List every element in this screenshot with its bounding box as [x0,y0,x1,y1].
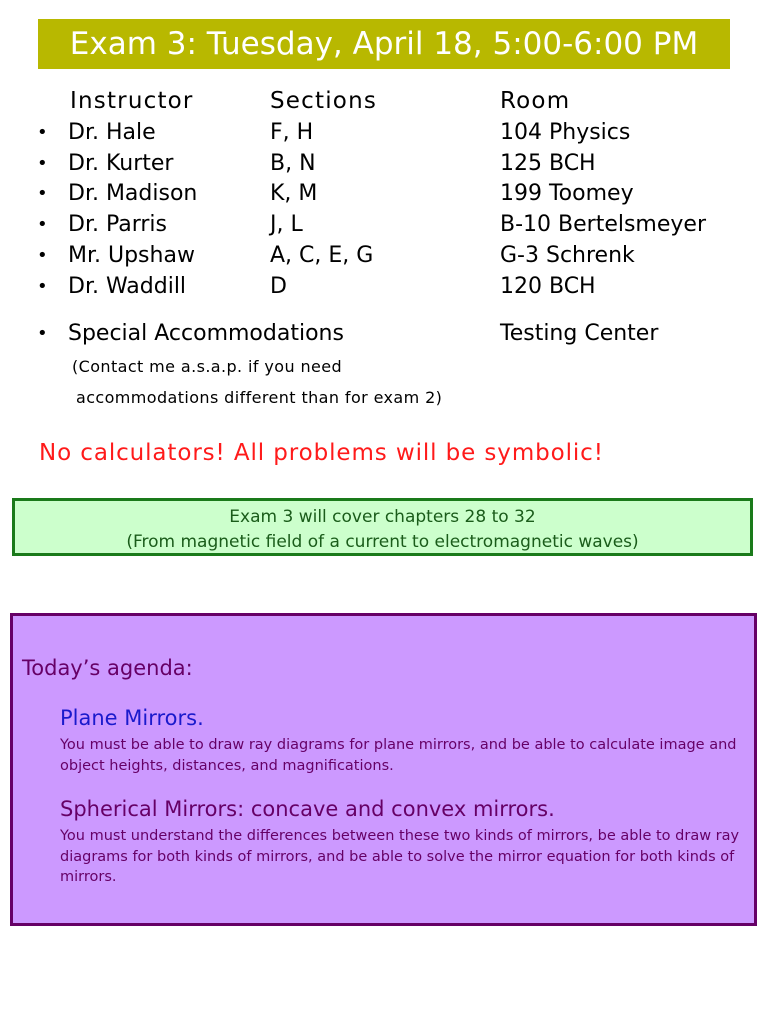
no-calculators-warning: No calculators! All problems will be symbolic! [39,440,604,466]
sections-value: J, L [270,212,303,237]
room-value: 104 Physics [500,120,631,145]
sections-value: F, H [270,120,314,145]
bullet-icon: • [37,214,48,235]
sections-value: A, C, E, G [270,243,374,268]
room-column-header: Room [500,88,571,114]
instructor-row [0,179,768,209]
coverage-topics: (From magnetic field of a current to electromagnetic waves) [126,532,639,552]
coverage-chapters: Exam 3 will cover chapters 28 to 32 [229,507,536,527]
spherical-mirrors-title: Spherical Mirrors: concave and convex mirrors. [60,797,555,821]
instructor-name: Dr. Waddill [68,274,187,299]
bullet-icon: • [37,323,48,344]
instructor-row [0,241,768,271]
instructor-row [0,118,768,148]
room-value: 120 BCH [500,274,596,299]
instructor-name: Dr. Parris [68,212,167,237]
accommodations-note-line2: accommodations different than for exam 2) [76,388,443,407]
plane-mirrors-title: Plane Mirrors. [60,706,204,730]
instructor-row [0,210,768,240]
exam-coverage-box [12,498,753,556]
instructor-name: Dr. Madison [68,181,198,206]
sections-column-header: Sections [270,88,378,114]
plane-mirrors-description: You must be able to draw ray diagrams for plane mirrors, and be able to calculate image and object heights, distances, and magnifications. [60,737,737,774]
bullet-icon: • [37,183,48,204]
instructor-name: Mr. Upshaw [68,243,195,268]
room-value: B-10 Bertelsmeyer [500,212,706,237]
special-accommodations-label: Special Accommodations [68,321,344,346]
sections-value: D [270,274,287,299]
accommodations-note-line1: (Contact me a.s.a.p. if you need [72,357,343,376]
bullet-icon: • [37,276,48,297]
room-value: 199 Toomey [500,181,634,206]
special-accommodations-row [0,319,768,349]
bullet-icon: • [37,153,48,174]
sections-value: B, N [270,151,316,176]
agenda-heading: Today’s agenda: [22,656,193,680]
instructor-row [0,272,768,302]
instructor-name: Dr. Kurter [68,151,174,176]
exam-title: Exam 3: Tuesday, April 18, 5:00-6:00 PM [38,19,730,69]
spherical-mirrors-description: You must understand the differences between these two kinds of mirrors, be able to draw ray diagrams for both kinds of mirrors, and be able to solve the mirror equation for both kinds of mirrors. [60,828,740,885]
agenda-box [10,613,757,926]
sections-value: K, M [270,181,318,206]
instructor-name: Dr. Hale [68,120,156,145]
testing-center-location: Testing Center [500,321,659,346]
instructor-row [0,149,768,179]
instructor-column-header: Instructor [70,88,194,114]
room-value: G-3 Schrenk [500,243,635,268]
room-value: 125 BCH [500,151,596,176]
bullet-icon: • [37,122,48,143]
bullet-icon: • [37,245,48,266]
